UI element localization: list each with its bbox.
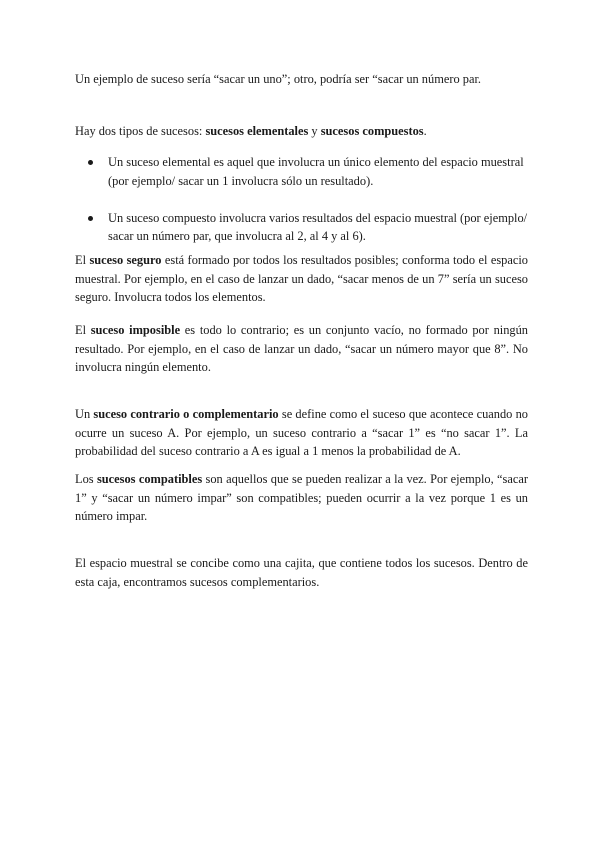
text-segment: son aquellos que se pueden realizar a la vez. Por ejemplo, “sacar 1” y “sacar un número impar” son compatibles; pueden ocurrir a la vez porque 1 es un número impar. (75, 472, 528, 524)
bullet-dot-icon (88, 216, 93, 221)
list-item-text: Un suceso elemental es aquel que involucra un único elemento del espacio muestral (por ejemplo/ sacar un 1 involucra sólo un resultado). (108, 155, 524, 188)
list-item (75, 153, 528, 190)
text-segment: . (423, 124, 427, 138)
paragraph-suceso-contrario (75, 405, 528, 461)
text-segment: Hay dos tipos de sucesos: (75, 124, 206, 138)
text-segment: y (308, 124, 321, 138)
paragraph-sucesos-compatibles (75, 470, 528, 526)
text-segment: se define como el suceso que acontece cuando no ocurre un suceso A. Por ejemplo, un suceso contrario a “sacar 1” es “no sacar 1”. La probabilidad del suceso contrario a A es igual a 1 menos la probabilidad de A. (75, 407, 528, 459)
list-item-text: Un suceso compuesto involucra varios resultados del espacio muestral (por ejemplo/ sacar un número par, que involucra al 2, al 4 y al 6). (108, 210, 528, 244)
bold-term-contrario: suceso contrario o complementario (93, 407, 279, 421)
list-item (75, 209, 528, 246)
text-segment: Los (75, 472, 97, 486)
text-segment: Un (75, 407, 94, 421)
bullet-list (75, 153, 528, 246)
bold-term-imposible: suceso imposible (90, 323, 181, 337)
bold-term-compuestos: sucesos compuestos (320, 124, 424, 138)
text-segment: El (75, 323, 91, 337)
paragraph-example: Un ejemplo de suceso sería “sacar un uno”; otro, podría ser “sacar un número par. (75, 72, 481, 86)
bullet-dot-icon (88, 160, 93, 165)
bold-term-elementales: sucesos elementales (205, 124, 309, 138)
bold-term-compatibles: sucesos compatibles (96, 472, 203, 486)
text-segment: El (75, 253, 90, 267)
paragraph-espacio-muestral: El espacio muestral se concibe como una cajita, que contiene todos los sucesos. Dentro de esta caja, encontramos sucesos complementarios. (75, 556, 528, 589)
bold-term-seguro: suceso seguro (89, 253, 162, 267)
paragraph-suceso-seguro (75, 251, 528, 307)
paragraph-types (75, 122, 528, 141)
text-segment: está formado por todos los resultados posibles; conforma todo el espacio muestral. Por ejemplo, en el caso de lanzar un dado, “sacar menos de un 7” sería un suceso seguro. Involucra todos los elementos. (75, 253, 528, 305)
text-segment: es todo lo contrario; es un conjunto vacío, no formado por ningún resultado. Por ejemplo, en el caso de lanzar un dado, “sacar un número mayor que 8”. No involucra ningún elemento. (75, 323, 528, 375)
paragraph-suceso-imposible (75, 321, 528, 377)
